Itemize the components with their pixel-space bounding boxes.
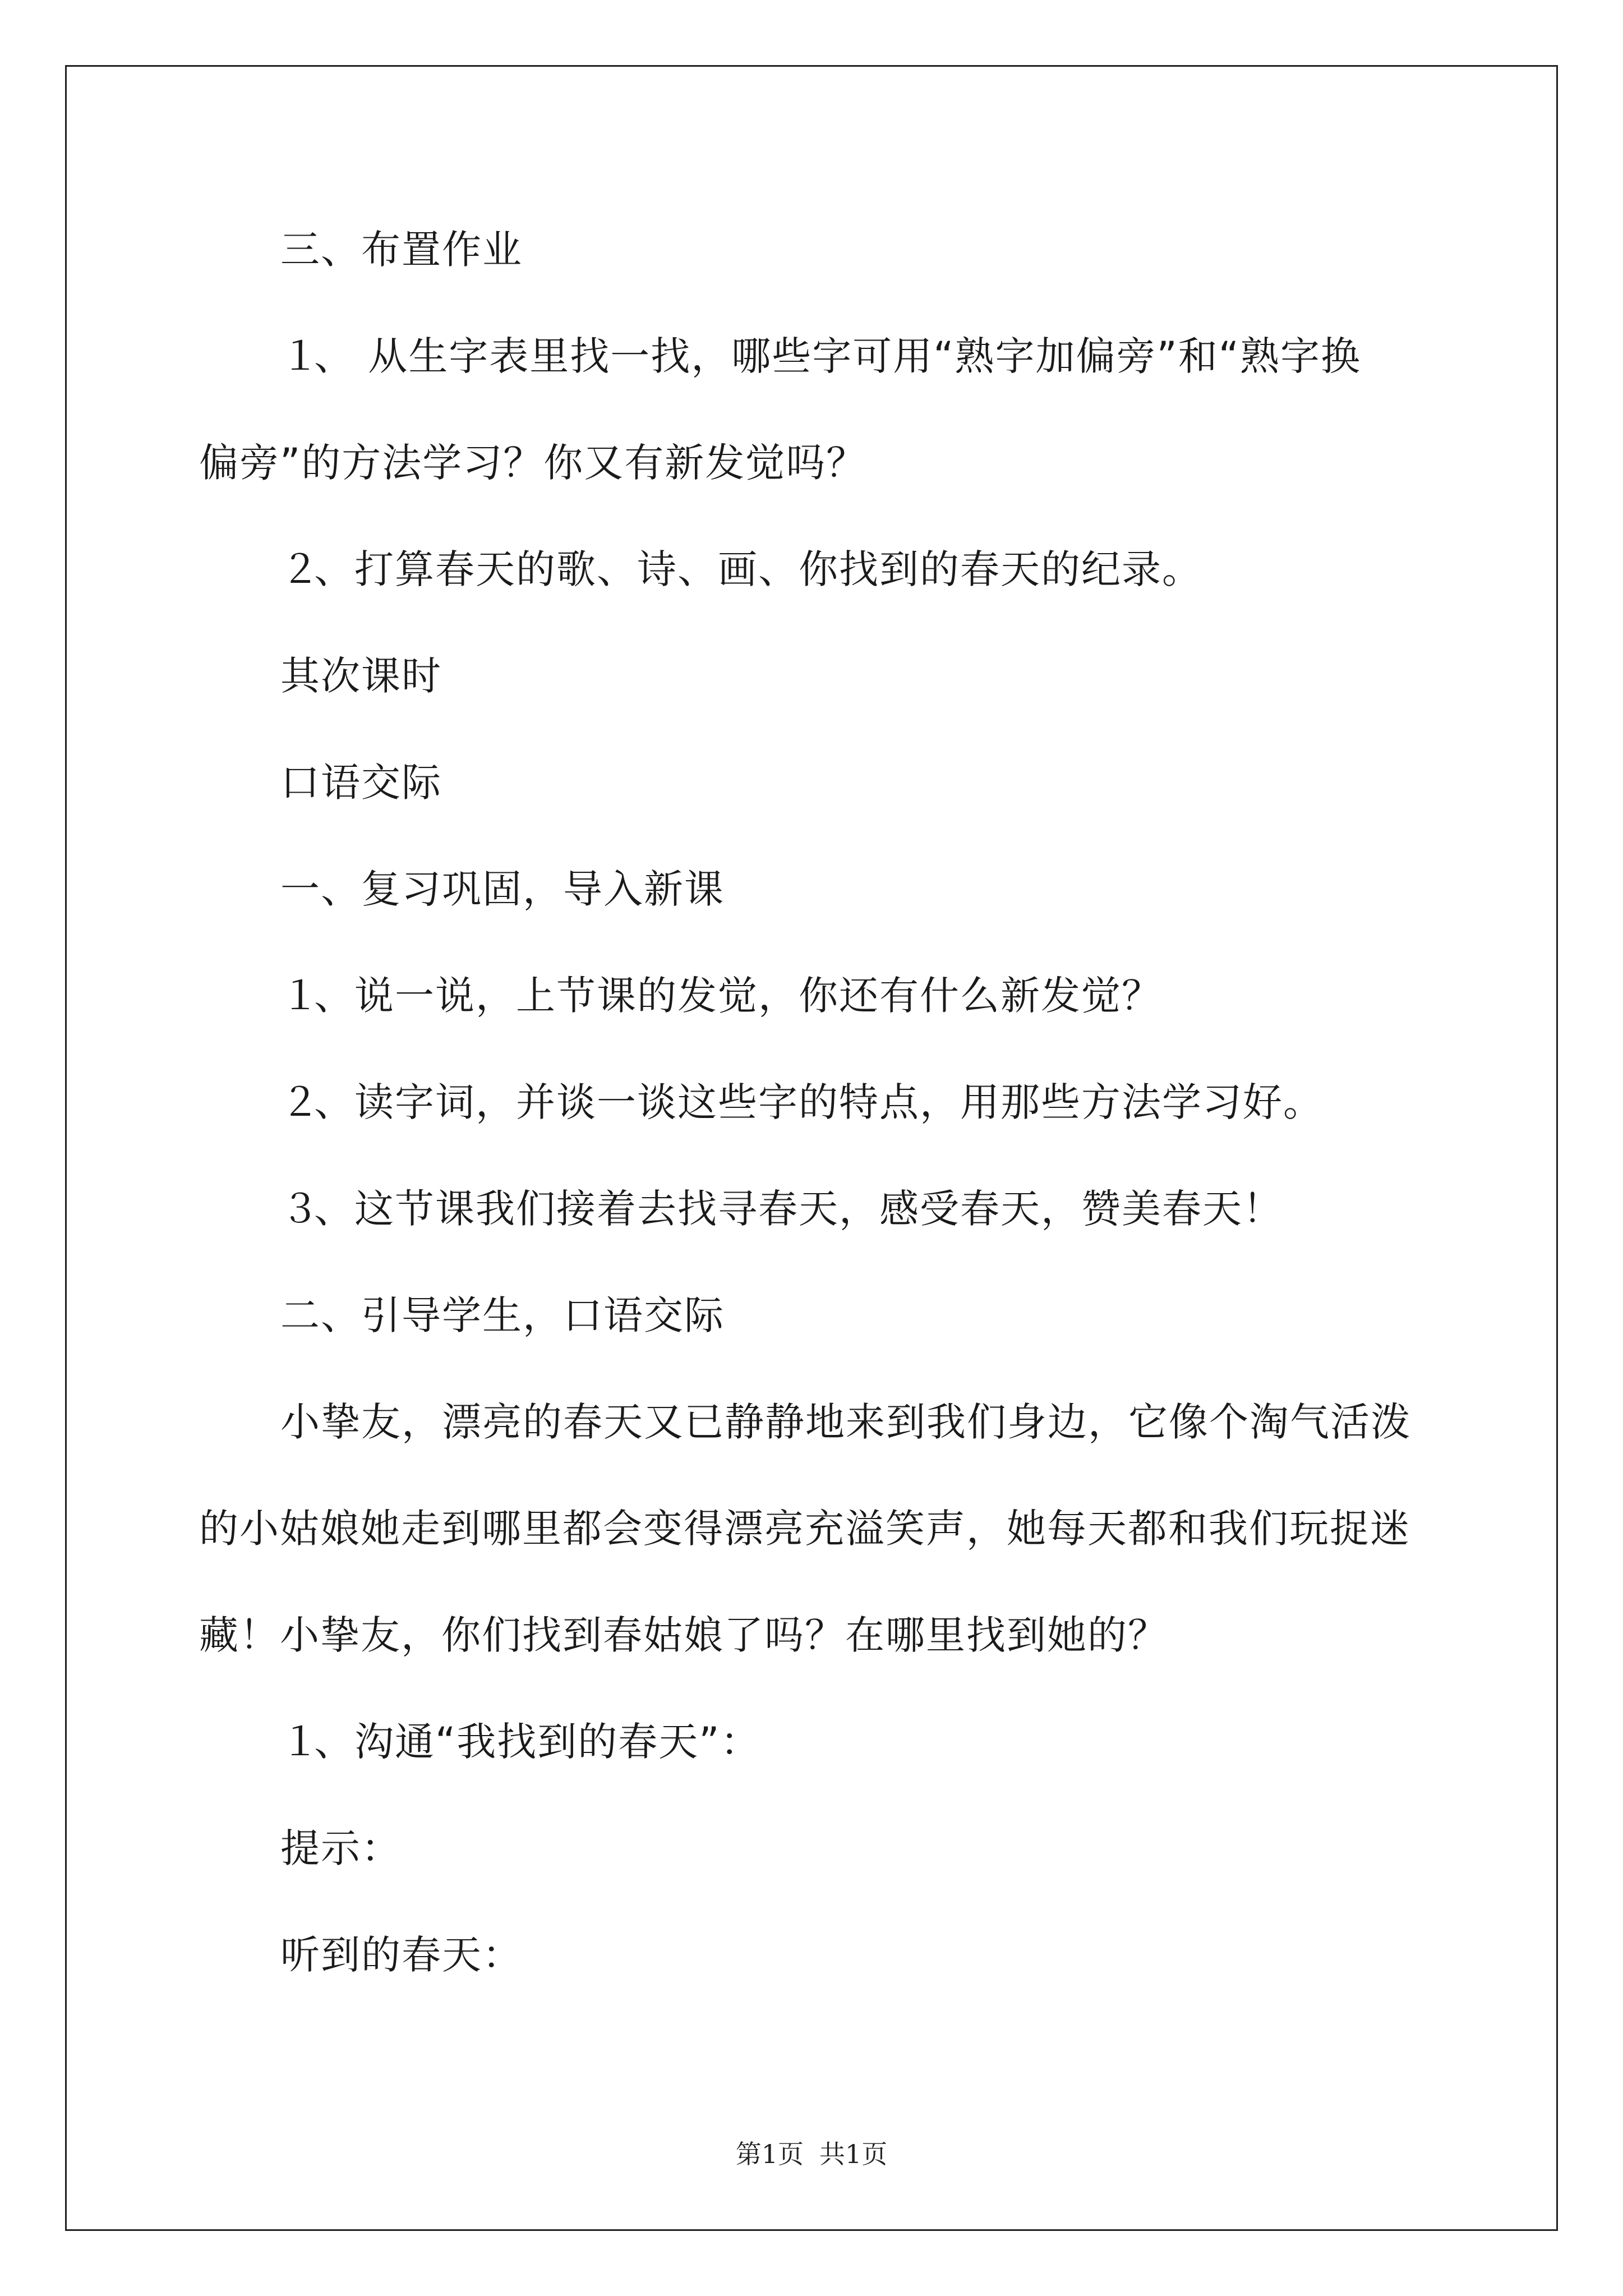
list-text: 、说一说，上节课的发觉，你还有什么新发觉？ (314, 973, 1162, 1019)
paragraph-line-1: 小挚友，漂亮的春天又已静静地来到我们身边，它像个淘气活泼 (280, 1399, 1411, 1445)
heading-review: 一、复习巩固，导入新课 (280, 866, 725, 912)
paragraph-continuation: 偏旁”的方法学习？你又有新发觉吗？ (199, 440, 867, 486)
list-number: ２ (280, 1079, 321, 1125)
list-number: １ (280, 1719, 321, 1765)
list-number: １ (280, 973, 321, 1019)
communication-item-1 (280, 1719, 761, 1764)
paragraph-line-3: 藏！小挚友，你们找到春姑娘了吗？在哪里找到她的？ (199, 1612, 1168, 1658)
hint-label: 提示： (280, 1825, 402, 1871)
list-number: ２ (280, 546, 321, 592)
heading-assign-homework: 三、布置作业 (280, 227, 523, 273)
list-text: 、沟通“我找到的春天”： (314, 1719, 761, 1765)
homework-item-2 (280, 547, 1202, 592)
list-text: 、读字词，并谈一谈这些字的特点，用那些方法学习好。 (314, 1079, 1324, 1125)
page-number: 第1页 (735, 2139, 804, 2169)
review-item-3 (280, 1186, 1283, 1231)
review-item-1 (280, 973, 1162, 1018)
list-number: ３ (280, 1186, 321, 1232)
list-text: 、这节课我们接着去找寻春天，感受春天，赞美春天！ (314, 1186, 1283, 1232)
heard-spring-label: 听到的春天： (280, 1932, 523, 1978)
homework-item-1 (280, 334, 1361, 379)
page-footer (0, 2138, 1623, 2170)
heading-oral-communication: 口语交际 (280, 760, 442, 806)
list-number: １ (280, 333, 321, 379)
review-item-2 (280, 1080, 1324, 1125)
heading-guide-students: 二、引导学生，口语交际 (280, 1292, 725, 1338)
heading-second-lesson: 其次课时 (280, 653, 442, 699)
page-border (65, 65, 1558, 2231)
paragraph-line-2: 的小姑娘她走到哪里都会变得漂亮充溢笑声，她每天都和我们玩捉迷 (199, 1506, 1410, 1552)
total-pages: 共1页 (819, 2139, 888, 2169)
list-text: 、打算春天的歌、诗、画、你找到的春天的纪录。 (314, 546, 1202, 592)
list-text: 、 从生字表里找一找，哪些字可用“熟字加偏旁”和“熟字换 (314, 333, 1362, 379)
